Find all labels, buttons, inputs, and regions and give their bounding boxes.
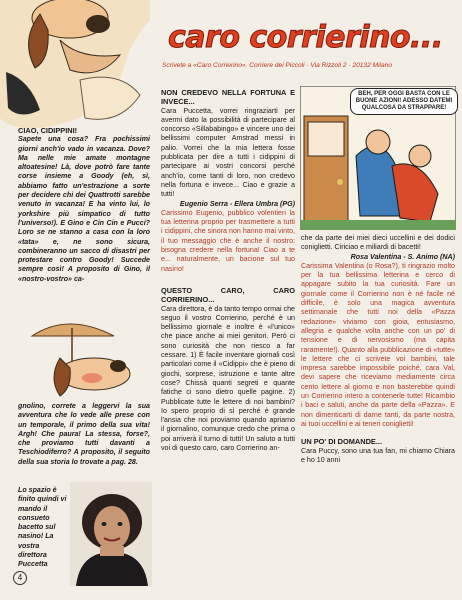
page-number-value: 4 <box>17 573 23 582</box>
letter-3-heading: UN PO' DI DOMANDE... <box>301 437 383 447</box>
letter-2-reply: Carissima Valentina (o Rosa?), ti ringrazio molto per la tua bellissima letterina e cerco di appagare subito la tua curiosità. Fare un giornale come il Corrierino non è né facile né difficile, è solo una magica avventura settimanale che tutti noi della «Pazza redazione» viviamo con gioia, entusiasmo, allegria e qualche volta anche con un po' di tensione e di nervosismo (ma capita raramente!). Quanto alla pubblicazione di «tutte» le lettere che ci scrivete voi bambini, tale impresa sarebbe impossibile poiché, cara Val, devi sapere che riceviamo mediamente circa cento lettere al giorno e non basterebbe quindi un Corrierino intero a contenerle tutte! Ricambio i baci e saluti, anche da parte della «Pazza». E non dimenticarti di darne tanti, da parte nostra, ai tuoi uccellini e ai teneri coniglietti! <box>301 261 455 428</box>
letter-2-signature: Rosa Valentina - S. Animo (NA) <box>350 252 455 261</box>
letter-2-text-cont: che da parte dei miei dieci uccellini e dei dodici coniglietti. Ciriciao e miliardi di bacetti! <box>301 234 455 252</box>
speech-bubble-text: BEH, PER OGGI BASTA CON LE BUONE AZIONI! ADESSO DATEMI QUALCOSA DA STRAPPARE! <box>355 91 453 111</box>
letter-1-heading: NON CREDEVO NELLA FORTUNA E INVECE... <box>161 88 295 107</box>
letters-column-middle <box>161 88 295 453</box>
page-title: caro corrierino... <box>168 20 443 55</box>
speech-bubble <box>350 88 458 115</box>
editorial-signoff: Lo spazio è finito quindi vi mando il consueto bacetto sul nasino! La vostra direttora Puccetta <box>18 486 67 569</box>
letter-2-heading: QUESTO CARO, CARO CORRIERINO... <box>161 285 295 305</box>
editorial-heading: CIAO, CIDIPPINI! <box>18 126 78 135</box>
letter-2-text: Cara direttora, è da tanto tempo ormai che seguo il vostro Corrierino, perché è un bellissimo giornale e inoltre è «l'unico» che piace anche ai miei genitori. Però ci sono curiosità che non riesco a far cessare. 1) È facile inventare giornali così particolari come il «Cidippi» che è pieno di giochi, sorprese, istruzione e tante altre cose? Chissà quanti segreti e quante fatiche ci sono dietro quelle pagine. 2) Pubblicate tutte le lettere di noi bambini? Io spero proprio di sì perché è grande l'ansia che noi proviamo quando apriamo il giornalino, comunque credo che prima o poi arriverà il turno di tutti! Un saluto a tutti voi di questo caro, caro Corrierino an- <box>161 304 295 452</box>
letter-1-text: Cara Puccetta, vorrei ringraziarti per avermi dato la possibilità di partecipare al concorso «Sillababingo» e vincere uno dei bellissimi computer Amstrad messi in palio. Vorrei che la mia lettera fosse pubblicata per dire a tutti i cidippini di partecipare ai vostri concorsi perché anch'io, come tanti di loro, non credevo nella fortuna e invece... Ciao e grazie a tutti! <box>161 106 295 199</box>
page-subtitle: Scrivete a «Caro Corrierino». Corriere dei Piccoli · Via Rizzoli 2 · 20132 Milano <box>162 62 393 69</box>
letter-3-text: Cara Puccy, sono una tua fan, mi chiamo Chiara e ho 10 anni <box>301 446 455 464</box>
editorial-column-cont <box>18 402 150 467</box>
editorial-text-cont: gnolino, correte a leggervi la sua avventura che lo vede alle prese con un temporale, il primo della sua vita! Argh! Che paura! La stessa, forse?, che proviamo tutti davanti a Teschiodiferro? A proposito, il seguito della sua storia lo trovate a pag. 28. <box>18 402 150 466</box>
letters-column-right <box>301 234 455 465</box>
dog-umbrella-illustration <box>18 318 152 402</box>
editorial-column <box>18 126 150 284</box>
editorial-closing <box>18 486 70 570</box>
page-number <box>13 571 27 585</box>
director-portrait <box>70 482 152 586</box>
letter-1-signature: Eugenio Serra - Ellera Umbra (PG) <box>179 199 295 208</box>
dog-illustration-top <box>0 0 150 132</box>
letter-1-reply: Carissimo Eugenio, pubblico volentieri la tua letterina proprio per trasmettere a tutti i cidippini, che sinora non hanno mai vinto, il tuo messaggio che è anche il nostro: bisogna credere nella fortuna! Ciao a te e... naturalmente, un bacione sul tuo nasino! <box>161 208 295 273</box>
editorial-text: Sapete una cosa? Fra pochissimi giorni anch'io vado in vacanza. Dove? Ma nelle mie amate montagne altoatesine! Là, dove potrò fare tante corse insieme a Goody (eh, sì, abbiamo fatto un'estrazione a sorte per decidere chi dei Quattrotti sarebbe venuto in vacanza! E ha vinto lui, lo yorkshire più simpatico di tutto l'universo!). E Gino e Cin Cin e Pucci? Loro se ne stanno a casa con la loro «tata» e, ne sono sicura, combineranno un sacco di disastri per protestare contro Goody! Succede sempre così! A proposito di Gino, il «nostro-vostro» ca- <box>18 135 150 283</box>
